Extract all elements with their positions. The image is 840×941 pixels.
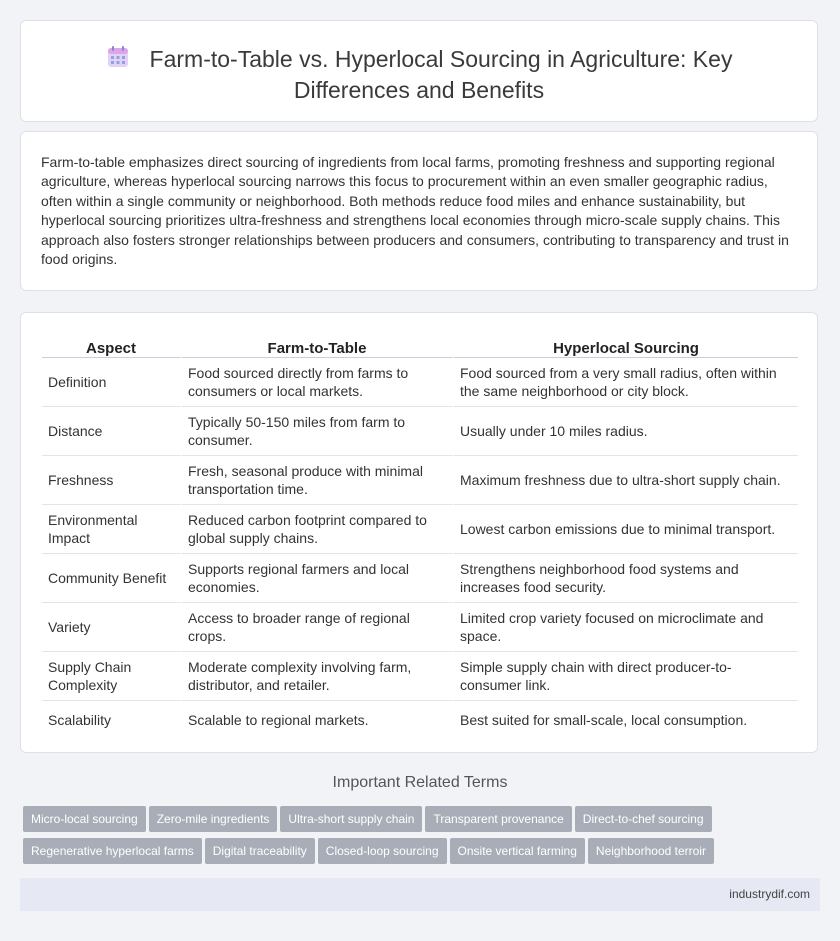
table-cell-aspect: Supply Chain Complexity [42, 652, 182, 701]
tag-ultra-short-supply-chain[interactable]: Ultra-short supply chain [280, 806, 422, 832]
table-cell-farm-to-table: Food sourced directly from farms to consumers or local markets. [182, 358, 454, 407]
tag-digital-traceability[interactable]: Digital traceability [205, 838, 315, 864]
tag-closed-loop-sourcing[interactable]: Closed-loop sourcing [318, 838, 447, 864]
table-cell-hyperlocal: Food sourced from a very small radius, often within the same neighborhood or city block. [454, 358, 798, 407]
table-row [42, 456, 798, 505]
table-row [42, 505, 798, 554]
tag-transparent-provenance[interactable]: Transparent provenance [425, 806, 571, 832]
header-card [20, 20, 818, 122]
table-row [42, 358, 798, 407]
page-title [21, 21, 817, 105]
comparison-table [42, 334, 798, 738]
tag-micro-local-sourcing[interactable]: Micro-local sourcing [23, 806, 146, 832]
table-cell-farm-to-table: Scalable to regional markets. [182, 701, 454, 738]
intro-paragraph: Farm-to-table emphasizes direct sourcing of ingredients from local farms, promoting freshness and supporting regional agriculture, whereas hyperlocal sourcing narrows this focus to procurement within an even smaller geographic radius, often within a single community or neighborhood. Both methods reduce food miles and enhance sustainability, but hyperlocal sourcing prioritizes ultra-freshness and strengthens local economies through micro-scale supply chains. This approach also fosters stronger relationships between producers and consumers, contributing to transparency and trust in food origins. [41, 154, 789, 268]
table-cell-aspect: Scalability [42, 701, 182, 738]
tag-onsite-vertical-farming[interactable]: Onsite vertical farming [450, 838, 585, 864]
column-header-farm-to-table: Farm-to-Table [182, 334, 454, 358]
related-terms-tags [23, 806, 813, 870]
comparison-table-card [20, 312, 818, 753]
table-cell-farm-to-table: Moderate complexity involving farm, distributor, and retailer. [182, 652, 454, 701]
table-row [42, 603, 798, 652]
table-cell-farm-to-table: Supports regional farmers and local economies. [182, 554, 454, 603]
table-row [42, 701, 798, 738]
tag-regenerative-hyperlocal-farms[interactable]: Regenerative hyperlocal farms [23, 838, 202, 864]
tag-direct-to-chef-sourcing[interactable]: Direct-to-chef sourcing [575, 806, 712, 832]
related-terms-title: Important Related Terms [332, 774, 508, 791]
table-header-row [42, 334, 798, 358]
calendar-icon [106, 45, 130, 76]
column-header-hyperlocal: Hyperlocal Sourcing [454, 334, 798, 358]
table-cell-hyperlocal: Limited crop variety focused on microclimate and space. [454, 603, 798, 652]
tag-row [23, 838, 813, 864]
table-cell-farm-to-table: Access to broader range of regional crops. [182, 603, 454, 652]
table-cell-hyperlocal: Strengthens neighborhood food systems and increases food security. [454, 554, 798, 603]
tag-row [23, 806, 813, 832]
table-cell-farm-to-table: Fresh, seasonal produce with minimal transportation time. [182, 456, 454, 505]
table-row [42, 407, 798, 456]
table-cell-aspect: Definition [42, 358, 182, 407]
table-cell-hyperlocal: Lowest carbon emissions due to minimal transport. [454, 505, 798, 554]
tag-neighborhood-terroir[interactable]: Neighborhood terroir [588, 838, 714, 864]
footer [20, 878, 820, 911]
table-row [42, 554, 798, 603]
table-cell-aspect: Community Benefit [42, 554, 182, 603]
page-title-text: Farm-to-Table vs. Hyperlocal Sourcing in Agriculture: Key Differences and Benefits [149, 46, 733, 103]
table-cell-farm-to-table: Reduced carbon footprint compared to global supply chains. [182, 505, 454, 554]
table-cell-aspect: Variety [42, 603, 182, 652]
tag-zero-mile-ingredients[interactable]: Zero-mile ingredients [149, 806, 278, 832]
table-cell-hyperlocal: Usually under 10 miles radius. [454, 407, 798, 456]
table-row [42, 652, 798, 701]
table-cell-aspect: Freshness [42, 456, 182, 505]
table-cell-hyperlocal: Best suited for small-scale, local consumption. [460, 711, 748, 728]
table-cell-aspect: Environmental Impact [42, 505, 182, 554]
table-cell-farm-to-table: Typically 50-150 miles from farm to consumer. [182, 407, 454, 456]
table-cell-hyperlocal: Simple supply chain with direct producer-to-consumer link. [454, 652, 798, 701]
table-cell-aspect: Distance [42, 407, 182, 456]
footer-site-link[interactable]: industrydif.com [729, 887, 810, 901]
table-cell-hyperlocal: Maximum freshness due to ultra-short supply chain. [454, 456, 798, 505]
intro-card [20, 131, 818, 291]
column-header-aspect: Aspect [42, 334, 182, 358]
